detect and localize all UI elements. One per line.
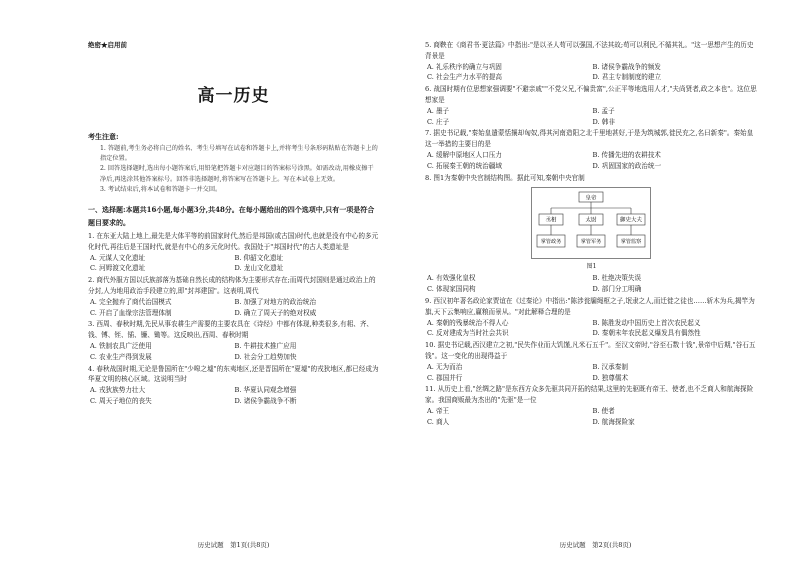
- page-footer: 历史试题 第2页(共8页): [559, 541, 632, 549]
- option-d: D. 社会分工趋势加快: [234, 352, 297, 361]
- figure-caption: 图1: [586, 263, 597, 271]
- org-chart-lines: [531, 187, 651, 259]
- notice-item: 2. 回答选择题时,选出每小题答案后,用铅笔把答题卡对应题目的答案标号涂黑。如需改动,用橡皮擦干净后,再选涂其他答案标号。回答非选择题时,将答案写在答题卡上。写在本试卷上无效。: [100, 165, 374, 183]
- org-chart: [531, 187, 651, 259]
- option-d: D. 韩非: [592, 117, 615, 126]
- page-footer: 历史试题 第1页(共8页): [197, 541, 270, 549]
- option-b: B. 仰韶文化遗址: [234, 253, 284, 262]
- option-c: C. 庄子: [427, 117, 450, 126]
- option-c: C. 河姆渡文化遗址: [90, 264, 146, 273]
- option-c: C. 反对建成为当时社会共识: [427, 329, 509, 338]
- option-d: D. 诸侯争霸战争不断: [234, 396, 297, 405]
- option-b: B. 诸侯争霸战争的频发: [592, 62, 661, 71]
- question-10: [425, 340, 758, 383]
- option-b: B. 杜绝决策失误: [592, 274, 642, 283]
- option-d: D. 巩固国家的政治统一: [592, 161, 662, 170]
- question-stem: 6. 战国时期有位思想家强调要"不避亲戚""不党父兄,不偏贵富",公正平等地选用人才,"夫尚贤者,政之本也"。这位思想家是: [425, 85, 757, 104]
- chart-duty: 掌管监察: [620, 239, 642, 246]
- chart-emperor: 皇帝: [585, 195, 597, 202]
- option-d: D. 确立了周天子的绝对权威: [234, 308, 317, 317]
- option-d: D. 君主专制制度的建立: [592, 73, 662, 82]
- option-d: D. 部门分工明确: [592, 285, 642, 294]
- option-c: C. 周天子地位的丧失: [90, 396, 152, 405]
- option-d: D. 航海探险家: [592, 417, 635, 426]
- exam-title: 高一历史: [197, 86, 270, 106]
- option-b: B. 华夏认同观念增强: [234, 386, 297, 395]
- question-stem: 1. 在东亚大陆上地上,最先是大体平等的前国家时代,然后是邦国(或古国)时代,也就是没有中心的多元化时代,再往后是王国时代,就是有中心的多元化时代。我国处于"邦国时代"的古人类遗址是: [88, 232, 379, 251]
- option-c: C. 社会生产力水平的提高: [427, 73, 502, 82]
- question-stem: 7. 据史书记载,"秦始皇遣蒙恬攘却匈奴,得其河南造阳之北千里地甚好,于是为筑城郭,徙民充之,名曰新秦"。秦始皇这一举措的主要目的是: [425, 129, 754, 149]
- question-stem: 5. 商鞅在《商君书·更法篇》中指出:"是以圣人苟可以强国,不法其故;苟可以利民,不循其礼。"这一思想产生的历史背景是: [425, 41, 754, 60]
- option-c: C. 体现家国同构: [427, 285, 476, 294]
- question-stem: 11. 从历史上看,"丝绸之路"是东西方众多先驱共同开拓的结果,这里的先驱既有帝王、使者,也不乏商人和航海探险家。我国商贩最为杰出的"先驱"是一位: [425, 385, 754, 405]
- option-a: A. 秦朝的残暴统治不得人心: [427, 318, 509, 327]
- option-c: C. 郡国并行: [427, 373, 463, 382]
- question-5: [425, 40, 758, 83]
- notice-item: 1. 答题前,考生务必将自己的姓名、考生号填写在试卷和答题卡上,并将考生号条形码粘贴在答题卡上的指定位置。: [100, 145, 378, 163]
- right-page: [397, 0, 794, 561]
- question-3: [88, 319, 379, 362]
- option-a: A. 墨子: [427, 106, 450, 115]
- option-b: B. 汉承秦制: [592, 362, 628, 371]
- option-b: B. 牛耕技术推广应用: [234, 341, 297, 350]
- confidential-label: 绝密★启用前: [88, 41, 127, 49]
- option-a: A. 元谋人文化遗址: [90, 253, 146, 262]
- question-7: [425, 128, 758, 171]
- question-2: [88, 275, 379, 318]
- chart-duty: 掌管政务: [540, 239, 562, 246]
- option-a: A. 完全抛弃了商代治国模式: [90, 297, 172, 306]
- option-c: C. 开启了血缘宗法管理体制: [90, 308, 172, 317]
- chart-duty: 掌管军务: [580, 239, 602, 246]
- option-b: B. 孟子: [592, 106, 615, 115]
- option-a: A. 缓解中原地区人口压力: [427, 150, 502, 159]
- option-d: D. 独尊儒术: [592, 373, 629, 382]
- chart-minister: 丞相: [545, 217, 557, 224]
- question-stem: 3. 西周、春秋时期,先民从事农耕生产需要的主要农具在《诗经》中都有体现,种类很多,有耜、齐、钱、镈、铚、锸、镰、锄等。这反映出,西周、春秋时期: [88, 320, 374, 340]
- question-stem: 4. 春秋战国时期,无论是鲁国所在"少嗥之墟"的东夷地区,还是晋国所在"夏墟"的戎狄地区,都已经成为华夏文明的核心区域。这说明当时: [88, 364, 379, 384]
- option-a: A. 无为而治: [427, 362, 463, 371]
- option-c: C. 商人: [427, 417, 450, 426]
- option-b: B. 加强了对地方的政治统治: [234, 297, 317, 306]
- option-c: C. 农业生产得到发展: [90, 352, 152, 361]
- notice-item: 3. 考试结束后,将本试卷和答题卡一并交回。: [100, 185, 222, 193]
- option-a: A. 帝王: [427, 406, 450, 415]
- option-c: C. 拓展秦王朝的统治疆域: [427, 161, 502, 170]
- question-stem: 9. 西汉初年著名政论家贾谊在《过秦论》中指出:"陈涉瓮牖绳枢之子,氓隶之人,而迁徙之徒也……斩木为兵,揭竿为旗,天下云集响应,赢粮而景从。"对此解释合理的是: [425, 296, 755, 316]
- question-stem: 2. 商代外服方国以氏族部落为基础自然长成的结构体为主要形式存在;而周代封国则是通过政治上的分封,人为地用政治手段建立的,即"封邦建国"。这表明,周代: [88, 276, 376, 295]
- option-a: A. 铁制农具广泛使用: [90, 341, 152, 350]
- question-1: [88, 231, 379, 274]
- question-8: [425, 173, 758, 295]
- notice-title: 考生注意:: [88, 132, 119, 141]
- chart-minister: 御史大夫: [619, 217, 643, 224]
- option-d: D. 秦朝末年农民起义爆发具有偶然性: [592, 329, 701, 338]
- option-a: A. 礼乐秩序的确立与巩固: [427, 62, 502, 71]
- question-9: [425, 296, 758, 339]
- chart-minister: 太尉: [585, 217, 597, 224]
- question-6: [425, 84, 758, 127]
- section-heading: 一、选择题:本题共16小题,每小题3分,共48分。在每小题给出的四个选项中,只有一项是符合题目要求的。: [88, 205, 375, 228]
- option-d: D. 龙山文化遗址: [234, 264, 284, 273]
- question-4: [88, 364, 379, 407]
- option-a: A. 有效强化皇权: [427, 274, 476, 283]
- option-b: B. 陈胜发动中国历史上首次农民起义: [592, 318, 701, 327]
- option-b: B. 使者: [592, 406, 615, 415]
- question-stem: 8. 图1为秦朝中央官制结构图。据此可知,秦朝中央官制: [425, 173, 585, 182]
- question-11: [425, 384, 758, 427]
- question-stem: 10. 据史书记载,西汉建立之初,"民失作业而大饥馑,凡米石五千"。至汉文帝时,"谷至石数十钱",景帝中后期,"谷石五钱"。这一变化的出现得益于: [425, 341, 756, 360]
- option-b: B. 传播先进的农耕技术: [592, 150, 661, 159]
- option-a: A. 戎狄族势力壮大: [90, 386, 146, 395]
